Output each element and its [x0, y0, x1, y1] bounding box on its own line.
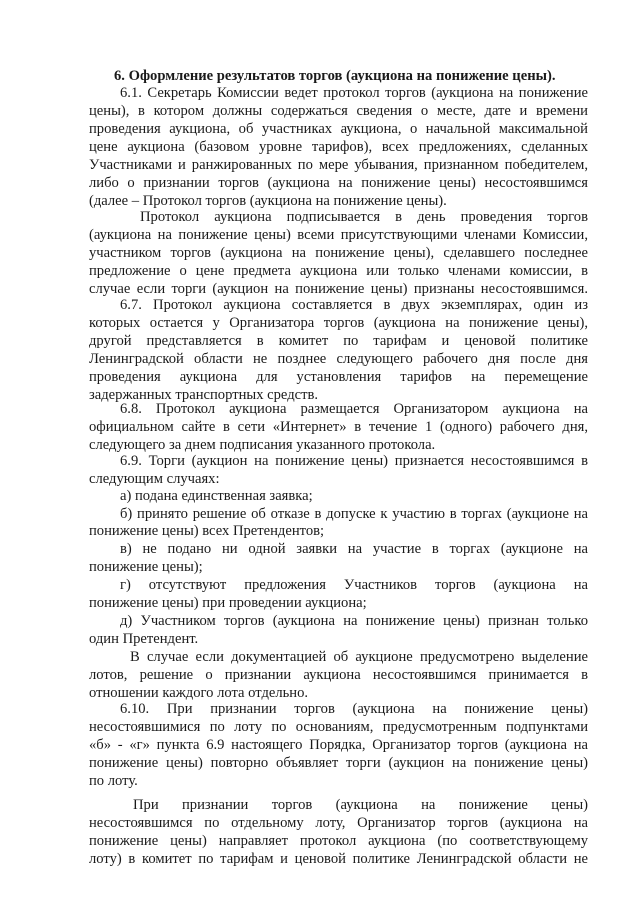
text-line: Ленинградской области не позднее следующего рабочего дня после дня — [89, 351, 588, 367]
text-line: другой представляется в комитет по тарифам и ценовой политике — [89, 333, 588, 349]
text-line: задержанных транспортных средств. — [89, 387, 319, 403]
text-line: официальном сайте в сети «Интернет» в течение 1 (одного) рабочего дня, — [89, 419, 588, 435]
text-line: следующим случаях: — [89, 471, 220, 487]
text-line: которых остается у Организатора торгов (аукциона на понижение цены), — [89, 315, 588, 331]
text-line: цене аукциона (базовом уровне тарифов), всех предложениях, сделанных — [89, 139, 588, 155]
text-line: предложение о цене предмета аукциона или только членами комиссии, в — [89, 263, 588, 279]
text-line: 6.9. Торги (аукцион на понижение цены) признается несостоявшимся в — [120, 453, 588, 469]
text-line: понижение цены) при проведении аукциона; — [89, 595, 367, 611]
text-line: 6.1. Секретарь Комиссии ведет протокол торгов (аукциона на понижение — [120, 85, 588, 101]
text-line: проведения аукциона, об участниках аукциона, о начальной максимальной — [89, 121, 588, 137]
text-line: несостоявшимся по отдельному лоту, Организатор торгов (аукциона на — [89, 815, 588, 831]
text-line: следующего за днем подписания указанного протокола. — [89, 437, 436, 453]
list-item: г) отсутствуют предложения Участников торгов (аукциона на — [120, 577, 588, 593]
text-line: либо о признании торгов (аукциона на понижение цены) несостоявшимся — [89, 175, 588, 191]
text-line: Участниками и ранжированных по мере убывания, признанном победителем, — [89, 157, 588, 173]
list-item: а) подана единственная заявка; — [120, 488, 313, 504]
text-line: лоту) в комитет по тарифам и ценовой политике Ленинградской области не — [89, 851, 588, 867]
text-line: (далее – Протокол торгов (аукциона на понижение цены). — [89, 193, 447, 209]
text-line: (аукциона на понижение цены) всеми присутствующими членами Комиссии, — [89, 227, 588, 243]
text-line: понижение цены) всех Претендентов; — [89, 523, 325, 539]
text-line: лотов, решение о признании аукциона несостоявшимся принимается в — [89, 667, 588, 683]
text-line: несостоявшимися по лоту по основаниям, предусмотренным подпунктами — [89, 719, 588, 735]
list-item: б) принято решение об отказе в допуске к участию в торгах (аукционе на — [120, 506, 588, 522]
text-line: один Претендент. — [89, 631, 199, 647]
text-line: «б» - «г» пункта 6.9 настоящего Порядка, Организатор торгов (аукциона на — [89, 737, 588, 753]
text-line: по лоту. — [89, 773, 138, 789]
text-line: случае если торги (аукцион на понижение цены) признаны несостоявшимся. — [89, 281, 588, 297]
text-line: При признании торгов (аукциона на понижение цены) — [133, 797, 588, 813]
text-line: В случае если документацией об аукционе предусмотрено выделение — [130, 649, 588, 665]
text-line: 6.10. При признании торгов (аукциона на понижение цены) — [120, 701, 588, 717]
list-item: д) Участником торгов (аукциона на понижение цены) признан только — [120, 613, 588, 629]
text-line: понижение цены) повторно объявляет торги (аукцион на понижение цены) — [89, 755, 588, 771]
text-line: 6.8. Протокол аукциона размещается Организатором аукциона на — [120, 401, 588, 417]
text-line: проведения аукциона для установления тарифов на перемещение — [89, 369, 588, 385]
section-heading: 6. Оформление результатов торгов (аукциона на понижение цены). — [114, 68, 556, 84]
text-line: цены), в котором должны содержаться сведения о месте, дате и времени — [89, 103, 588, 119]
list-item: в) не подано ни одной заявки на участие в торгах (аукционе на — [120, 541, 588, 557]
text-line: Протокол аукциона подписывается в день проведения торгов — [140, 209, 588, 225]
text-line: участником торгов (аукциона на понижение цены), сделавшего последнее — [89, 245, 588, 261]
text-line: отношении каждого лота отдельно. — [89, 685, 309, 701]
text-line: понижение цены) направляет протокол аукциона (по соответствующему — [89, 833, 588, 849]
text-line: понижение цены); — [89, 559, 203, 575]
text-line: 6.7. Протокол аукциона составляется в двух экземплярах, один из — [120, 297, 588, 313]
